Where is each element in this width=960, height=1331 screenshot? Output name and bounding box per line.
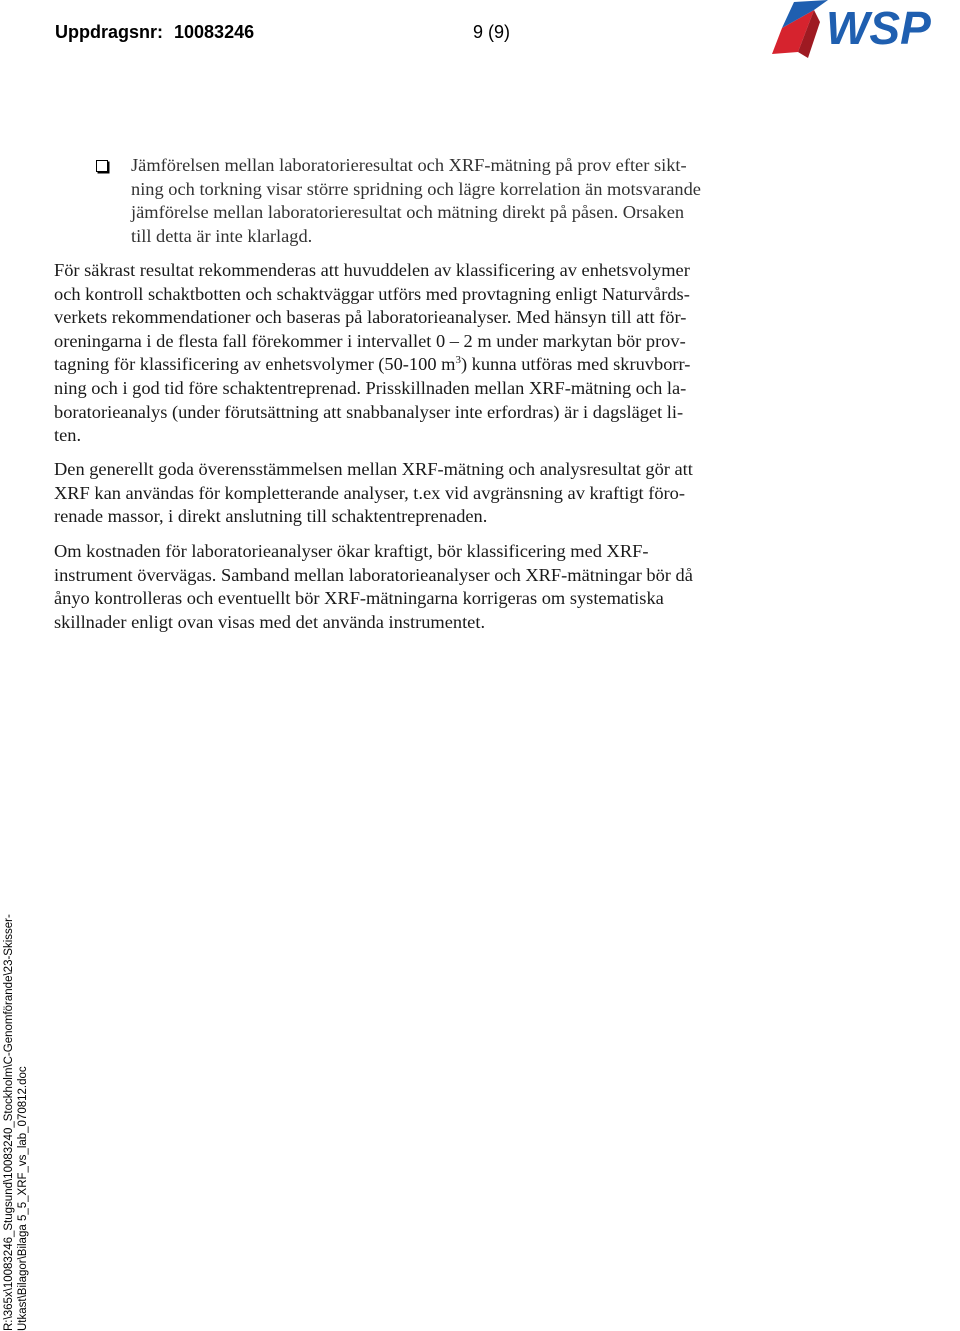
text-fragment: ) kunna utföras med skruvborr- bbox=[460, 354, 691, 375]
page-number: 9 (9) bbox=[473, 22, 511, 42]
text-line: ten. bbox=[54, 425, 82, 446]
recommendation-paragraph bbox=[54, 259, 770, 448]
text-line: ånyo kontrolleras och eventuellt bör XRF-mätningarna korrigeras om systematiska bbox=[54, 588, 664, 609]
wsp-logo bbox=[768, 0, 960, 62]
text-line: verkets rekommendationer och baseras på laboratorieanalyser. Med hänsyn till att för- bbox=[54, 307, 687, 328]
text-line: För säkrast resultat rekommenderas att huvuddelen av klassificering av enhetsvolymer bbox=[54, 260, 690, 280]
text-line: XRF kan användas för kompletterande analyser, t.ex vid avgränsning av kraftigt föro- bbox=[54, 482, 685, 503]
file-path-line: R:\365x\10083246_Stugsund\10083240_Stockholm\C-Genomförande\23-Skisser- bbox=[3, 914, 15, 1331]
assignment-number-label: Uppdragsnr: bbox=[55, 22, 163, 42]
text-line: Den generellt goda överensstämmelsen mellan XRF-mätning och analysresultat gör att bbox=[54, 459, 693, 479]
file-path-line: Utkast\Bilagor\Bilaga 5_5_XRF_vs_lab_070812.doc bbox=[17, 1066, 29, 1331]
logo-text: WSP bbox=[826, 2, 931, 54]
text-line: och kontroll schaktbotten och schaktväggar utförs med provtagning enligt Naturvårds- bbox=[54, 283, 690, 304]
assignment-number-value: 10083246 bbox=[174, 22, 255, 42]
text-line: ning och i god tid före schaktentreprenad. Prisskillnaden mellan XRF-mätning och la- bbox=[54, 377, 687, 398]
text-line: ning och torkning visar större spridning och lägre korrelation än motsvarande bbox=[131, 178, 701, 199]
file-path-footer bbox=[2, 911, 30, 1331]
text-line: skillnader enligt ovan visas med det använda instrumentet. bbox=[54, 611, 486, 632]
bullet-paragraph bbox=[131, 154, 771, 248]
text-line: till detta är inte klarlagd. bbox=[131, 225, 313, 246]
text-line: boratorieanalys (under förutsättning att snabbanalyser inte erfordras) är i dagsläget li- bbox=[54, 401, 684, 422]
superscript: 3 bbox=[455, 354, 461, 367]
text-fragment: tagning för klassificering av enhetsvolymer (50-100 m bbox=[54, 354, 456, 375]
text-line: Jämförelsen mellan laboratorieresultat och XRF-mätning på prov efter sikt- bbox=[131, 155, 687, 175]
text-line: instrument övervägas. Samband mellan laboratorieanalyser och XRF-mätningar bör då bbox=[54, 564, 693, 585]
xrf-usage-paragraph bbox=[54, 458, 770, 529]
cost-paragraph bbox=[54, 540, 770, 634]
checkbox-bullet-icon bbox=[96, 160, 108, 172]
text-line-with-superscript bbox=[54, 353, 770, 377]
text-line: renade massor, i direkt anslutning till schaktentreprenaden. bbox=[54, 506, 488, 527]
text-line: Om kostnaden för laboratorieanalyser ökar kraftigt, bör klassificering med XRF- bbox=[54, 541, 649, 561]
text-line: jämförelse mellan laboratorieresultat och mätning direkt på påsen. Orsaken bbox=[131, 202, 685, 222]
text-line: oreningarna i de flesta fall förekommer i intervallet 0 – 2 m under markytan bör prov- bbox=[54, 330, 686, 351]
assignment-number-header bbox=[55, 22, 254, 43]
